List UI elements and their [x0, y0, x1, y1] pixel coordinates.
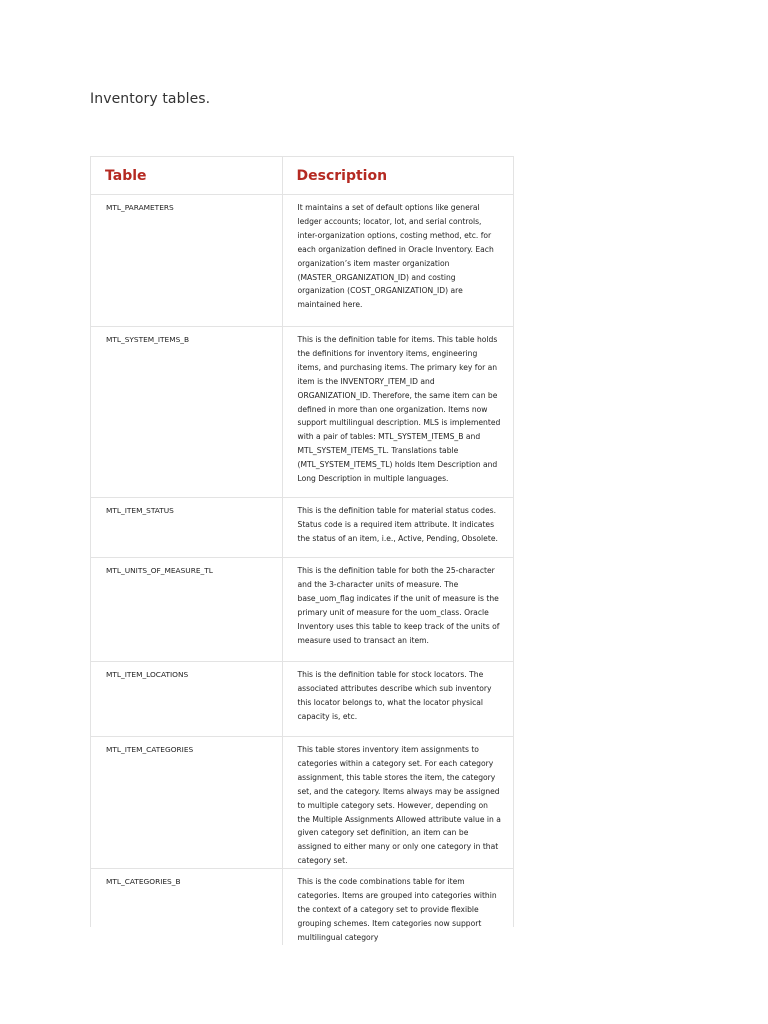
table-name-cell: MTL_PARAMETERS — [91, 195, 282, 327]
table-name-cell: MTL_CATEGORIES_B — [106, 877, 181, 887]
description-cell: This is the definition table for items. This table holds the definitions for inventory items, engineering items, and purchasing items. The primary key for an item is the INVENTORY_ITEM_ID and ORGANIZATION_ID. Therefore, the same item can be defined in more than one organization. Items now support multilingual description. MLS is implemented with a pair of tables: MTL_SYSTEM_ITEMS_B and MTL_SYSTEM_ITEMS_TL. Translations table (MTL_SYSTEM_ITEMS_TL) holds Item Description and Long Description in multiple languages. — [282, 327, 513, 498]
page-heading: Inventory tables. — [90, 91, 211, 107]
header-table: Table — [91, 157, 282, 195]
table-name-cell: MTL_ITEM_CATEGORIES — [91, 737, 282, 869]
table-name-cell: MTL_ITEM_STATUS — [91, 498, 282, 558]
description-cell: This is the definition table for both the 25-character and the 3-character units of measure. The base_uom_flag indicates if the unit of measure is the primary unit of measure for the uom_class. Oracle Inventory uses this table to keep track of the units of measure used to transact an item. — [282, 558, 513, 662]
header-description: Description — [282, 157, 513, 195]
table-row — [91, 737, 513, 869]
description-cell: It maintains a set of default options like general ledger accounts; locator, lot, and serial controls, inter-organization options, costing method, etc. for each organization defined in Oracle Inventory. Each organization’s item master organization (MASTER_ORGANIZATION_ID) and costing organization (COST_ORGANIZATION_ID) are maintained here. — [282, 195, 513, 327]
table-name-cell: MTL_UNITS_OF_MEASURE_TL — [91, 558, 282, 662]
table-row — [91, 195, 513, 327]
table-row — [91, 662, 513, 737]
table-name-cell: MTL_SYSTEM_ITEMS_B — [91, 327, 282, 498]
table-row — [91, 558, 513, 662]
table-row — [91, 498, 513, 558]
table-row — [91, 869, 513, 945]
table-name-cell: MTL_ITEM_LOCATIONS — [91, 662, 282, 737]
description-cell: This table stores inventory item assignments to categories within a category set. For each category assignment, this table stores the item, the category set, and the category. Items always may be assigned to multiple category sets. However, depending on the Multiple Assignments Allowed attribute value in a given category set definition, an item can be assigned to either many or only one category in that category set. — [282, 737, 513, 869]
table-row — [91, 327, 513, 498]
description-cell: This is the code combinations table for item categories. Items are grouped into categories within the context of a category set to provide flexible grouping schemes. Item categories now support multilingual category — [282, 869, 513, 945]
description-cell: This is the definition table for stock locators. The associated attributes describe which sub inventory this locator belongs to, what the locator physical capacity is, etc. — [282, 662, 513, 737]
inventory-tables-table — [90, 156, 514, 942]
table-header-row — [91, 157, 513, 195]
description-cell: This is the definition table for material status codes. Status code is a required item attribute. It indicates the status of an item, i.e., Active, Pending, Obsolete. — [282, 498, 513, 558]
